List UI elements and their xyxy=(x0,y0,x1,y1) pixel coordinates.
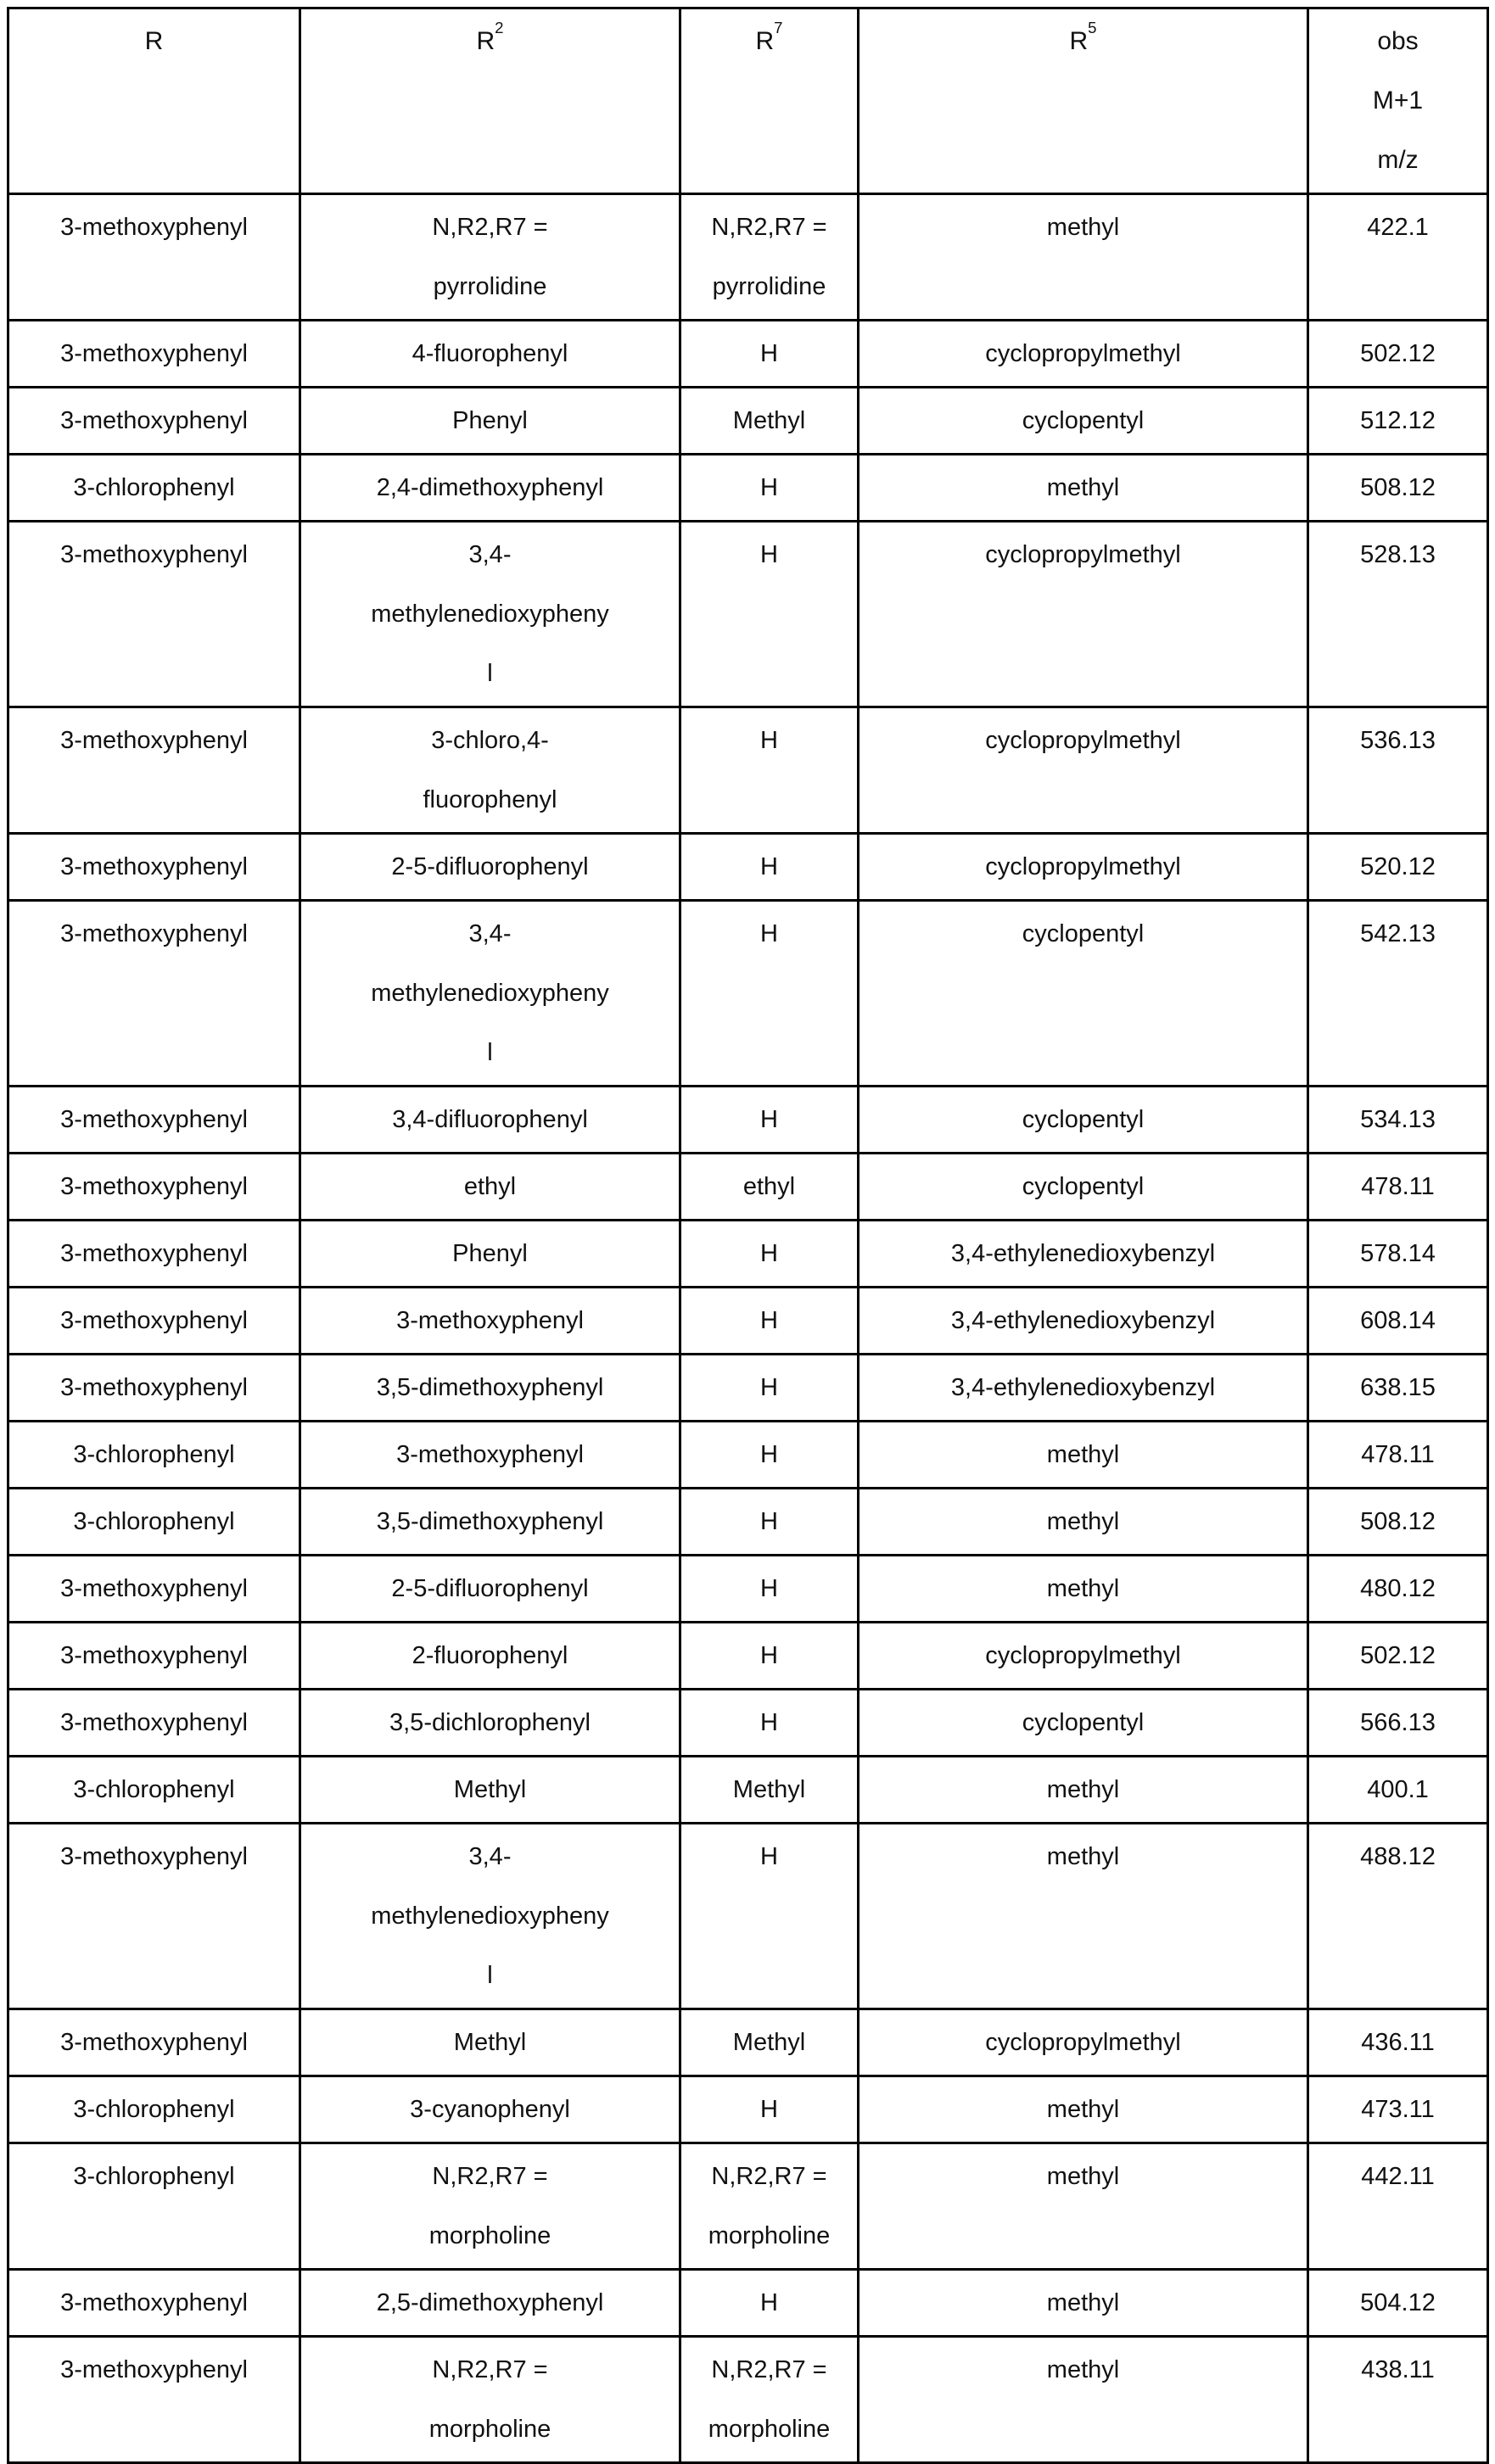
cell-r2: 2-5-difluorophenyl xyxy=(300,834,680,901)
table-row xyxy=(8,2337,1488,2463)
cell-r5: methyl xyxy=(859,1422,1308,1489)
cell-r2: Methyl xyxy=(300,1757,680,1824)
cell-r: 3-methoxyphenyl xyxy=(8,901,300,1087)
cell-r7: H xyxy=(680,1556,859,1623)
cell-r5: methyl xyxy=(859,2270,1308,2337)
cell-r5: methyl xyxy=(859,1824,1308,2009)
cell-r5: 3,4-ethylenedioxybenzyl xyxy=(859,1221,1308,1288)
table-row xyxy=(8,1824,1488,2009)
cell-r: 3-methoxyphenyl xyxy=(8,1690,300,1757)
cell-r7: H xyxy=(680,321,859,388)
cell-r5: cyclopropylmethyl xyxy=(859,707,1308,834)
table-row xyxy=(8,522,1488,707)
cell-r7: H xyxy=(680,1690,859,1757)
cell-r: 3-chlorophenyl xyxy=(8,1489,300,1556)
table-row xyxy=(8,2270,1488,2337)
cell-r7: H xyxy=(680,2270,859,2337)
cell-r7: H xyxy=(680,707,859,834)
cell-r7: N,R2,R7 = morpholine xyxy=(680,2337,859,2463)
cell-r: 3-chlorophenyl xyxy=(8,1757,300,1824)
cell-r2: 3,5-dimethoxyphenyl xyxy=(300,1355,680,1422)
cell-r: 3-methoxyphenyl xyxy=(8,1221,300,1288)
cell-r7: H xyxy=(680,455,859,522)
cell-r2: 2,5-dimethoxyphenyl xyxy=(300,2270,680,2337)
cell-r5: cyclopropylmethyl xyxy=(859,522,1308,707)
cell-r5: methyl xyxy=(859,1556,1308,1623)
cell-r5: methyl xyxy=(859,2076,1308,2143)
table-row xyxy=(8,1556,1488,1623)
table-row xyxy=(8,2009,1488,2076)
cell-r2: 3,5-dichlorophenyl xyxy=(300,1690,680,1757)
cell-r2: 3,4- methylenedioxypheny l xyxy=(300,901,680,1087)
cell-obs-m1-mz: 638.15 xyxy=(1308,1355,1488,1422)
cell-r: 3-methoxyphenyl xyxy=(8,1288,300,1355)
cell-r7: Methyl xyxy=(680,2009,859,2076)
cell-r2: 3-methoxyphenyl xyxy=(300,1288,680,1355)
header-r2-label: R xyxy=(476,27,496,55)
cell-r: 3-methoxyphenyl xyxy=(8,194,300,321)
cell-obs-m1-mz: 473.11 xyxy=(1308,2076,1488,2143)
cell-obs-m1-mz: 442.11 xyxy=(1308,2143,1488,2270)
header-r5 xyxy=(859,8,1308,194)
cell-r2: 4-fluorophenyl xyxy=(300,321,680,388)
cell-obs-m1-mz: 578.14 xyxy=(1308,1221,1488,1288)
cell-r2: 3,5-dimethoxyphenyl xyxy=(300,1489,680,1556)
table-row xyxy=(8,2143,1488,2270)
cell-obs-m1-mz: 508.12 xyxy=(1308,1489,1488,1556)
table-row xyxy=(8,1422,1488,1489)
cell-obs-m1-mz: 422.1 xyxy=(1308,194,1488,321)
cell-r5: cyclopropylmethyl xyxy=(859,321,1308,388)
table-row xyxy=(8,194,1488,321)
cell-obs-m1-mz: 488.12 xyxy=(1308,1824,1488,2009)
table-row xyxy=(8,1690,1488,1757)
cell-r: 3-chlorophenyl xyxy=(8,455,300,522)
cell-r5: cyclopentyl xyxy=(859,901,1308,1087)
cell-r2: 2-fluorophenyl xyxy=(300,1623,680,1690)
cell-obs-m1-mz: 542.13 xyxy=(1308,901,1488,1087)
cell-r2: 3-chloro,4- fluorophenyl xyxy=(300,707,680,834)
cell-obs-m1-mz: 502.12 xyxy=(1308,321,1488,388)
cell-obs-m1-mz: 436.11 xyxy=(1308,2009,1488,2076)
cell-obs-m1-mz: 508.12 xyxy=(1308,455,1488,522)
cell-r: 3-methoxyphenyl xyxy=(8,1154,300,1221)
header-r7-superscript: 7 xyxy=(774,18,783,36)
cell-r7: Methyl xyxy=(680,388,859,455)
cell-r: 3-methoxyphenyl xyxy=(8,1556,300,1623)
cell-r2: ethyl xyxy=(300,1154,680,1221)
table-row xyxy=(8,2076,1488,2143)
cell-obs-m1-mz: 478.11 xyxy=(1308,1422,1488,1489)
cell-r5: methyl xyxy=(859,1757,1308,1824)
cell-r5: 3,4-ethylenedioxybenzyl xyxy=(859,1288,1308,1355)
cell-r7: H xyxy=(680,1489,859,1556)
cell-r7: H xyxy=(680,834,859,901)
header-r-label: R xyxy=(144,27,164,55)
table-row xyxy=(8,1221,1488,1288)
header-obs-m1-mz-label: obs M+1 m/z xyxy=(1372,27,1424,174)
cell-r7: H xyxy=(680,1824,859,2009)
cell-obs-m1-mz: 520.12 xyxy=(1308,834,1488,901)
header-r2 xyxy=(300,8,680,194)
cell-r5: cyclopentyl xyxy=(859,1154,1308,1221)
cell-obs-m1-mz: 536.13 xyxy=(1308,707,1488,834)
cell-r5: methyl xyxy=(859,1489,1308,1556)
cell-r7: H xyxy=(680,1355,859,1422)
cell-obs-m1-mz: 528.13 xyxy=(1308,522,1488,707)
cell-r7: H xyxy=(680,522,859,707)
cell-r: 3-methoxyphenyl xyxy=(8,2337,300,2463)
cell-r2: 2-5-difluorophenyl xyxy=(300,1556,680,1623)
cell-obs-m1-mz: 504.12 xyxy=(1308,2270,1488,2337)
table-row xyxy=(8,707,1488,834)
cell-r5: cyclopentyl xyxy=(859,1087,1308,1154)
cell-obs-m1-mz: 400.1 xyxy=(1308,1757,1488,1824)
table-row xyxy=(8,901,1488,1087)
cell-r7: H xyxy=(680,2076,859,2143)
table-header-row xyxy=(8,8,1488,194)
cell-r5: methyl xyxy=(859,455,1308,522)
cell-r: 3-methoxyphenyl xyxy=(8,1623,300,1690)
cell-r5: methyl xyxy=(859,2143,1308,2270)
cell-r7: H xyxy=(680,1623,859,1690)
cell-r7: Methyl xyxy=(680,1757,859,1824)
cell-obs-m1-mz: 478.11 xyxy=(1308,1154,1488,1221)
cell-r7: H xyxy=(680,1221,859,1288)
cell-r2: Methyl xyxy=(300,2009,680,2076)
cell-r2: 2,4-dimethoxyphenyl xyxy=(300,455,680,522)
cell-r5: cyclopentyl xyxy=(859,1690,1308,1757)
cell-r7: H xyxy=(680,901,859,1087)
cell-r: 3-methoxyphenyl xyxy=(8,522,300,707)
header-r5-superscript: 5 xyxy=(1088,18,1097,36)
table-row xyxy=(8,834,1488,901)
cell-r: 3-methoxyphenyl xyxy=(8,1087,300,1154)
cell-r5: cyclopropylmethyl xyxy=(859,834,1308,901)
cell-r2: Phenyl xyxy=(300,388,680,455)
header-r7 xyxy=(680,8,859,194)
cell-r2: 3,4- methylenedioxypheny l xyxy=(300,522,680,707)
cell-r: 3-chlorophenyl xyxy=(8,2143,300,2270)
cell-r7: N,R2,R7 = morpholine xyxy=(680,2143,859,2270)
header-r7-label: R xyxy=(755,27,775,55)
cell-r7: N,R2,R7 = pyrrolidine xyxy=(680,194,859,321)
cell-r: 3-methoxyphenyl xyxy=(8,388,300,455)
table-row xyxy=(8,455,1488,522)
cell-r5: methyl xyxy=(859,194,1308,321)
cell-r2: Phenyl xyxy=(300,1221,680,1288)
cell-obs-m1-mz: 534.13 xyxy=(1308,1087,1488,1154)
table-row xyxy=(8,1087,1488,1154)
cell-r2: 3-methoxyphenyl xyxy=(300,1422,680,1489)
table-row xyxy=(8,1757,1488,1824)
cell-r7: ethyl xyxy=(680,1154,859,1221)
cell-r5: cyclopentyl xyxy=(859,388,1308,455)
cell-r2: 3-cyanophenyl xyxy=(300,2076,680,2143)
cell-r: 3-methoxyphenyl xyxy=(8,2009,300,2076)
compound-table xyxy=(7,7,1489,2464)
cell-r5: methyl xyxy=(859,2337,1308,2463)
cell-r: 3-methoxyphenyl xyxy=(8,707,300,834)
table-row xyxy=(8,321,1488,388)
table-row xyxy=(8,1623,1488,1690)
cell-r7: H xyxy=(680,1422,859,1489)
cell-r2: N,R2,R7 = pyrrolidine xyxy=(300,194,680,321)
cell-r: 3-methoxyphenyl xyxy=(8,1355,300,1422)
table-row xyxy=(8,1288,1488,1355)
cell-r: 3-methoxyphenyl xyxy=(8,321,300,388)
table-row xyxy=(8,1489,1488,1556)
cell-obs-m1-mz: 512.12 xyxy=(1308,388,1488,455)
table-body xyxy=(8,194,1488,2463)
cell-r7: H xyxy=(680,1288,859,1355)
cell-obs-m1-mz: 438.11 xyxy=(1308,2337,1488,2463)
cell-r: 3-chlorophenyl xyxy=(8,2076,300,2143)
cell-r: 3-methoxyphenyl xyxy=(8,834,300,901)
cell-r7: H xyxy=(680,1087,859,1154)
table-row xyxy=(8,1154,1488,1221)
cell-obs-m1-mz: 480.12 xyxy=(1308,1556,1488,1623)
cell-r2: 3,4- methylenedioxypheny l xyxy=(300,1824,680,2009)
table-row xyxy=(8,1355,1488,1422)
table-row xyxy=(8,388,1488,455)
cell-obs-m1-mz: 566.13 xyxy=(1308,1690,1488,1757)
header-obs-m1-mz xyxy=(1308,8,1488,194)
header-r5-label: R xyxy=(1069,27,1089,55)
cell-obs-m1-mz: 502.12 xyxy=(1308,1623,1488,1690)
cell-obs-m1-mz: 608.14 xyxy=(1308,1288,1488,1355)
cell-r2: N,R2,R7 = morpholine xyxy=(300,2337,680,2463)
cell-r5: 3,4-ethylenedioxybenzyl xyxy=(859,1355,1308,1422)
cell-r5: cyclopropylmethyl xyxy=(859,2009,1308,2076)
cell-r: 3-methoxyphenyl xyxy=(8,1824,300,2009)
cell-r2: N,R2,R7 = morpholine xyxy=(300,2143,680,2270)
cell-r: 3-methoxyphenyl xyxy=(8,2270,300,2337)
header-r2-superscript: 2 xyxy=(495,18,504,36)
header-r xyxy=(8,8,300,194)
cell-r: 3-chlorophenyl xyxy=(8,1422,300,1489)
cell-r5: cyclopropylmethyl xyxy=(859,1623,1308,1690)
cell-r2: 3,4-difluorophenyl xyxy=(300,1087,680,1154)
